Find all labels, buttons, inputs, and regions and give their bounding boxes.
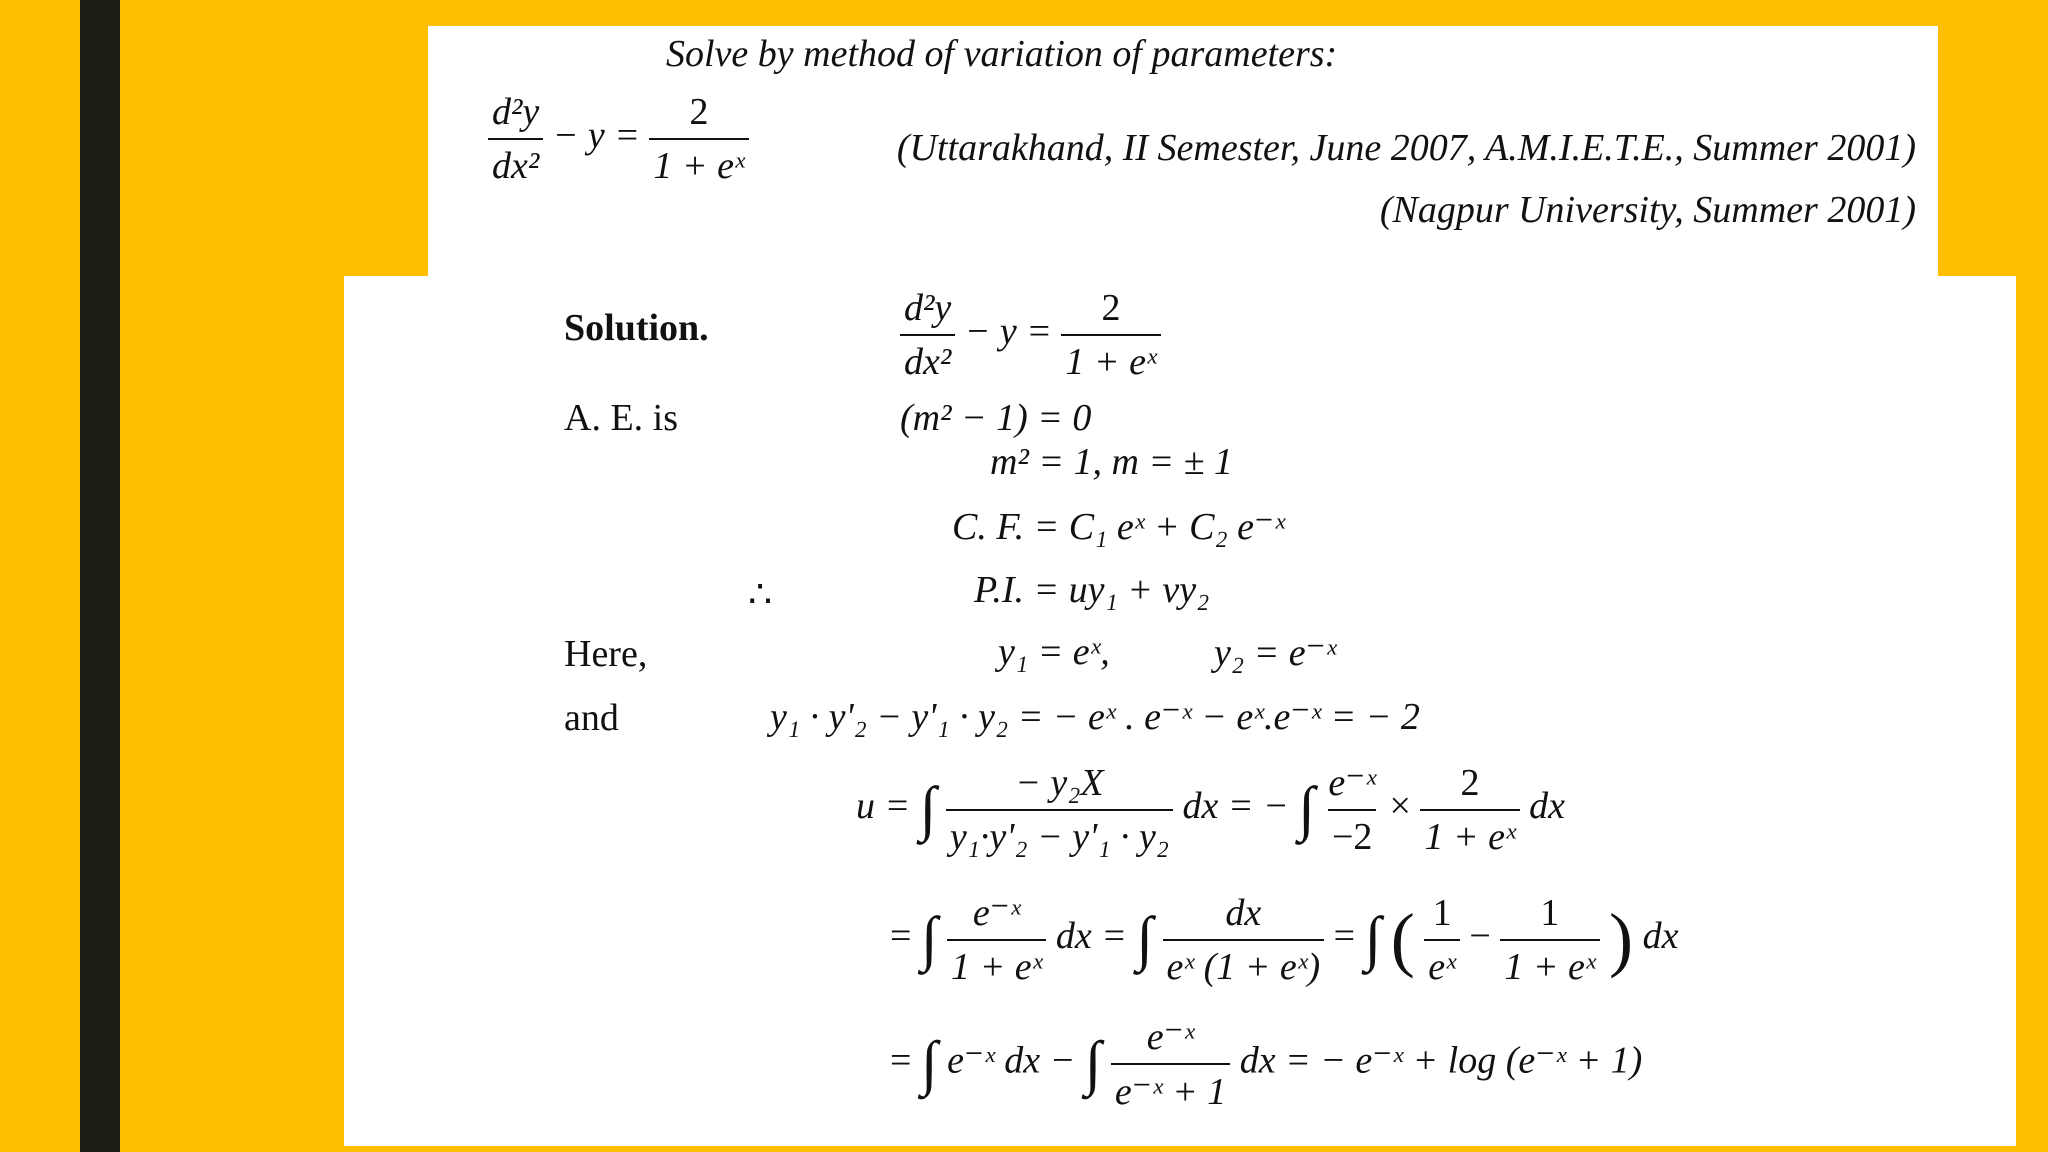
u-integral-step-2: = ∫ $\frac{\text{e⁻ˣ}}{\text{1 + eˣ}}$ dx = ∫ $\frac{dx}{\text{eˣ (1 + eˣ)}}$ = ∫ ( $\frac{1}{\text{eˣ}}$ − $\frac{1}{\text{1 + eˣ}}$ ) dx bbox=[890, 891, 1679, 988]
y1-definition: y₁ = eˣ, bbox=[998, 631, 1110, 673]
and-label: and bbox=[564, 697, 619, 739]
problem-source-1: (Uttarakhand, II Semester, June 2007, A.M.I.E.T.E., Summer 2001) bbox=[896, 127, 1916, 169]
fraction-d2y-dx2: $\frac{\text{d²y}}{\text{dx²}}$ bbox=[488, 90, 543, 188]
complementary-function: C. F. = C₁ eˣ + C₂ e⁻ˣ bbox=[952, 506, 1285, 548]
fraction-2-over-1-plus-ex: $\frac{2}{\text{1 + eˣ}}$ bbox=[649, 90, 748, 188]
auxiliary-equation: (m² − 1) = 0 bbox=[900, 397, 1092, 439]
problem-instruction: Solve by method of variation of parameters: bbox=[666, 33, 1338, 75]
particular-integral: P.I. = uy₁ + vy₂ bbox=[974, 569, 1210, 611]
solution-equation: $\frac{\text{d²y}}{\text{dx²}}$ − y = $\frac{2}{\text{1 + eˣ}}$ bbox=[900, 286, 1161, 384]
u-integral-line: u = ∫ $\frac{\text{− y₂X}}{\text{y₁·y'₂ − y'₁ · y₂}}$ dx = − ∫ $\frac{\text{e⁻ˣ}}{-2}$ × $\frac{2}{\text{1 + eˣ}}$ dx bbox=[856, 761, 1566, 858]
u-integral-step-3: = ∫ e⁻ˣ dx − ∫ $\frac{\text{e⁻ˣ}}{\text{e⁻ˣ + 1}}$ dx = − e⁻ˣ + log (e⁻ˣ + 1) bbox=[890, 1016, 1643, 1113]
y2-definition: y₂ = e⁻ˣ bbox=[1214, 632, 1337, 674]
here-label: Here, bbox=[564, 633, 648, 675]
roots-line: m² = 1, m = ± 1 bbox=[990, 441, 1233, 483]
problem-equation: $\frac{\text{d²y}}{\text{dx²}}$ − y = $\frac{2}{\text{1 + eˣ}}$ bbox=[488, 90, 749, 188]
wronskian-line: y₁ · y'₂ − y'₁ · y₂ = − eˣ . e⁻ˣ − eˣ.e⁻ˣ = − 2 bbox=[770, 696, 1420, 738]
problem-panel bbox=[428, 26, 1938, 276]
solution-label: Solution. bbox=[564, 307, 709, 349]
problem-source-2: (Nagpur University, Summer 2001) bbox=[1379, 189, 1916, 231]
solution-panel bbox=[344, 276, 2016, 1146]
ae-label: A. E. is bbox=[564, 397, 678, 439]
left-accent-bar bbox=[80, 0, 120, 1152]
therefore-symbol: ∴ bbox=[748, 574, 773, 616]
